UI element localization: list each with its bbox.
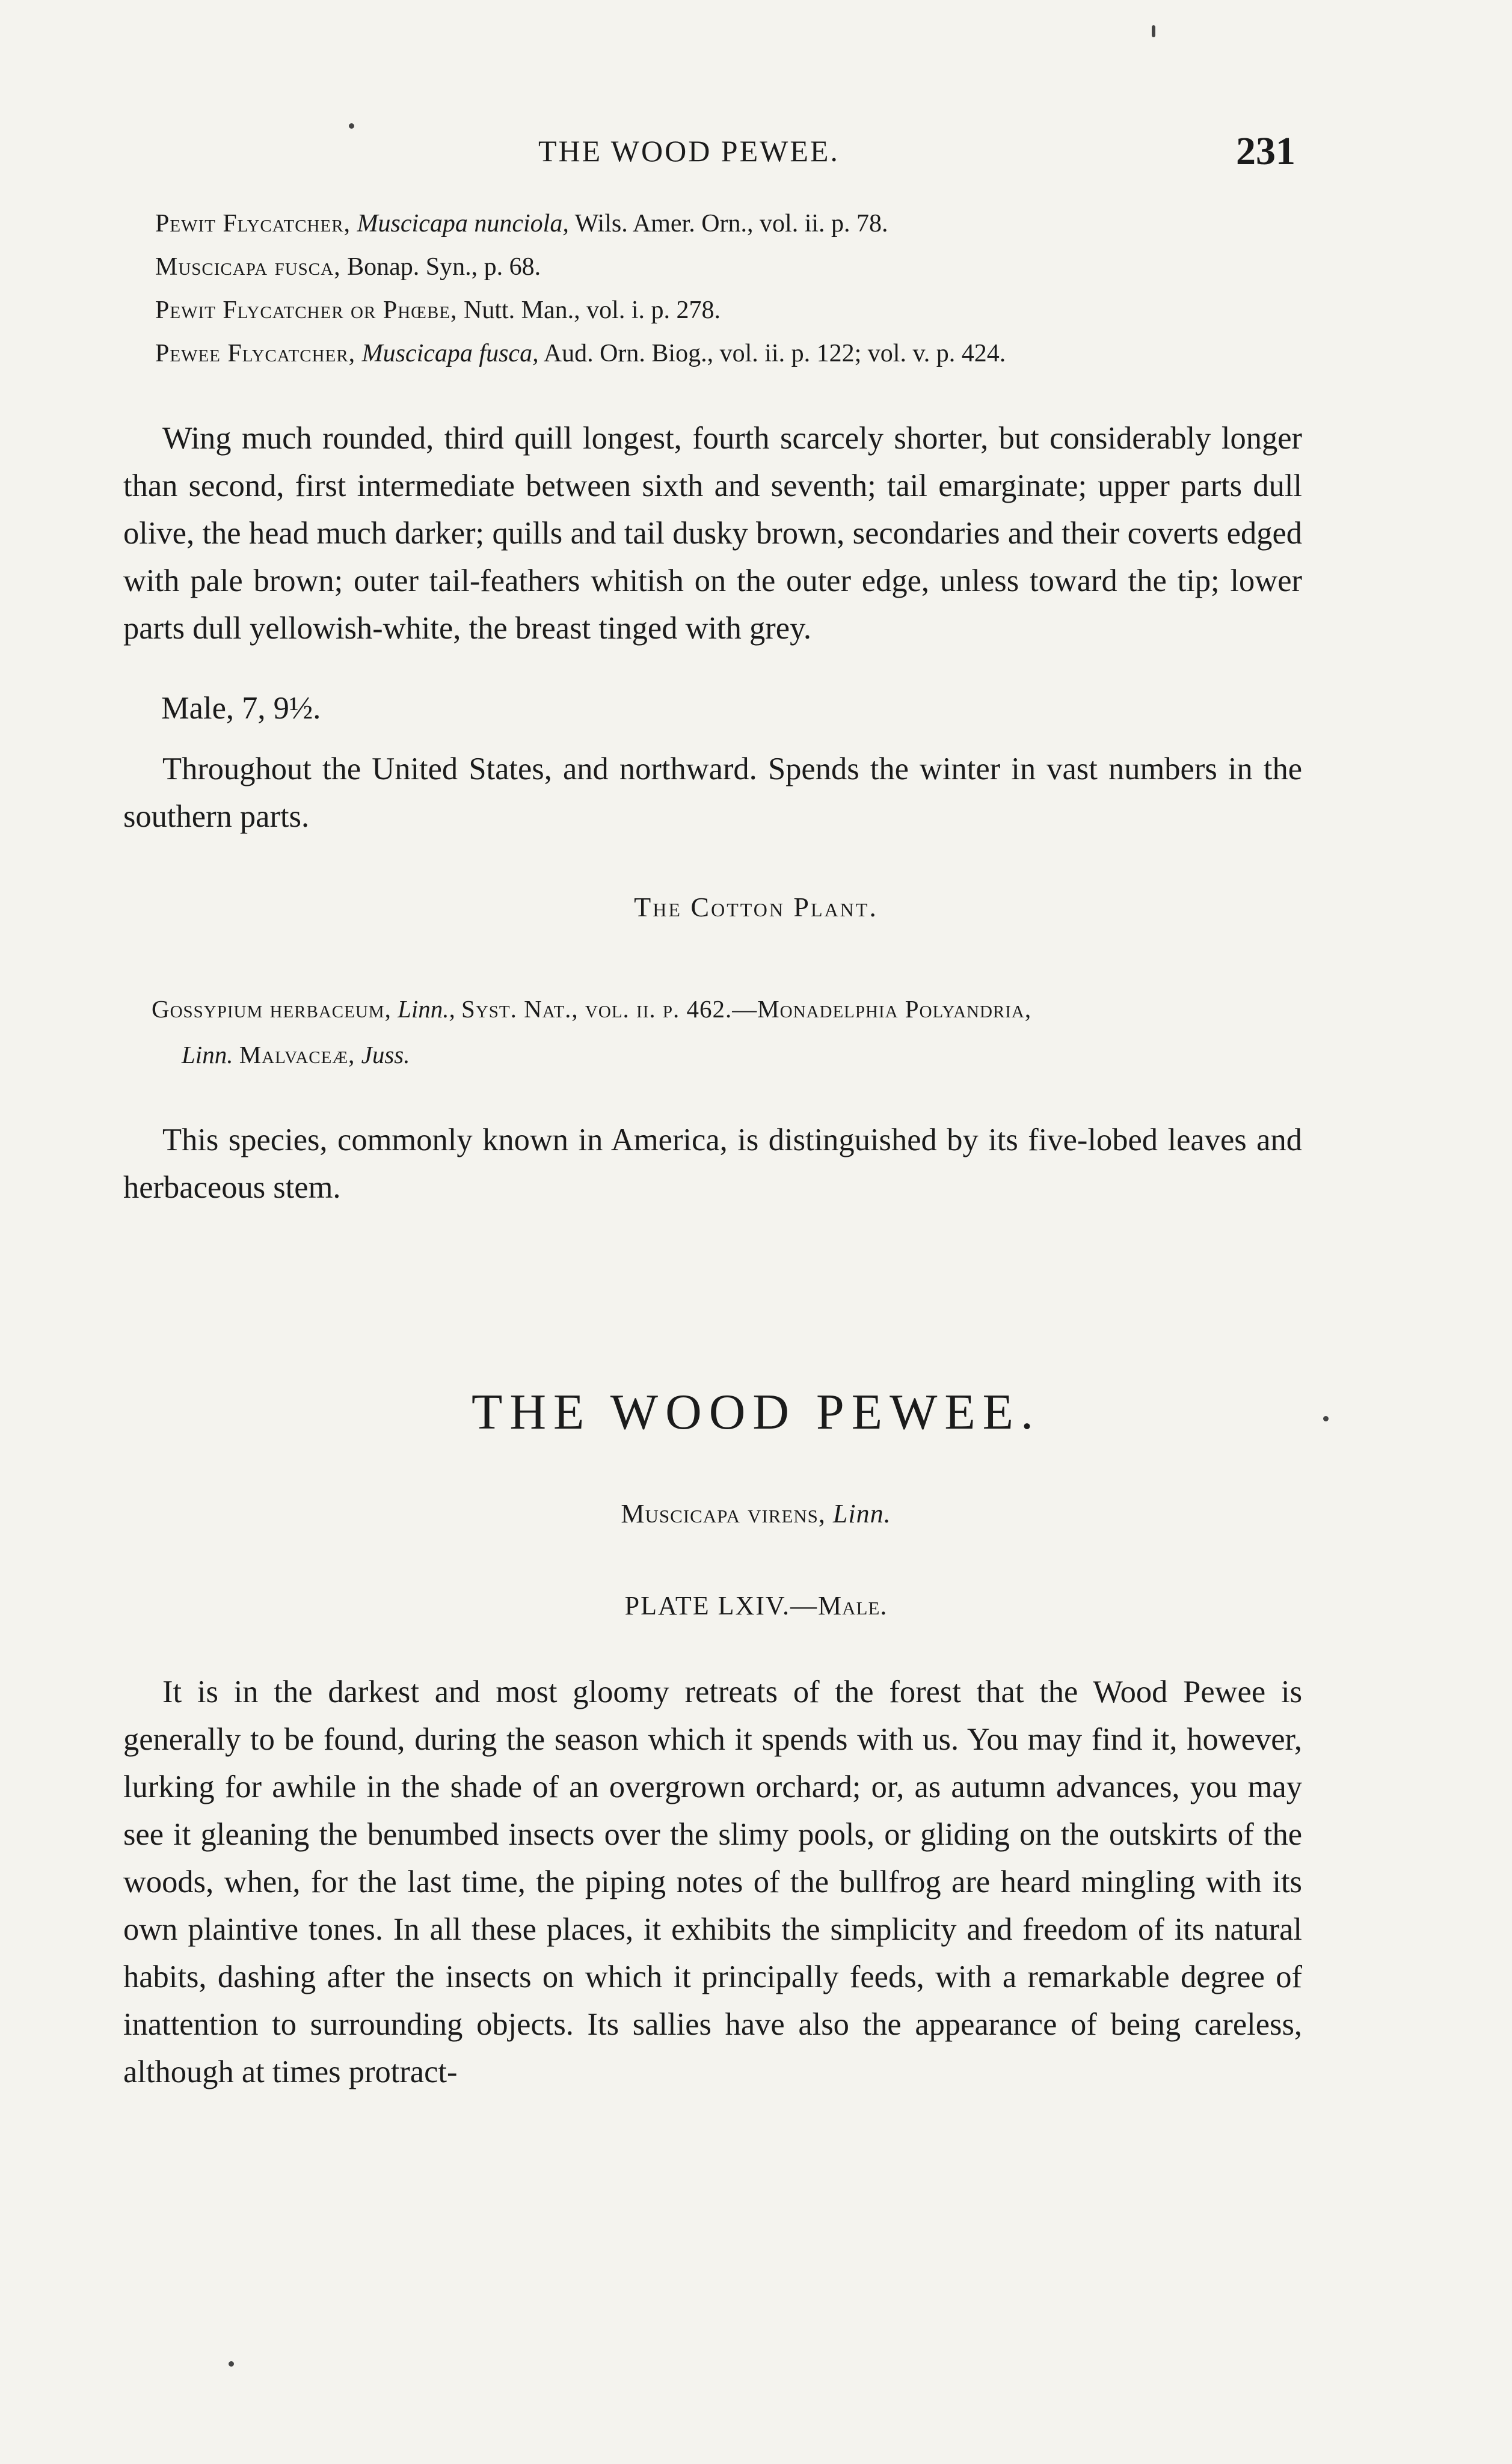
male-measurement: Male, 7, 9½. [161, 691, 321, 726]
synonym-name: Pewee Flycatcher, [155, 340, 356, 367]
speck-mark [1323, 1416, 1329, 1421]
speck-mark [1152, 25, 1155, 37]
cotton-family: Malvaceæ, [239, 1041, 355, 1068]
synonym-list [155, 202, 1358, 375]
speck-mark [229, 2361, 234, 2367]
body-paragraph: It is in the darkest and most gloomy retreats of the forest that the Wood Pewee is generally to be found, during the season which it spends with us. You may find it, however, lurking for awhile in the shade of an overgrown orchard; or, as autumn advances, you may see it gleaning the benumbed insects over the slimy pools, or gliding on the outskirts of the woods, when, for the last time, the piping notes of the bullfrog are heard mingling with its own plaintive tones. In all these places, it exhibits the simplicity and freedom of its natural habits, dashing after the insects on which it principally feeds, with a remarkable degree of inattention to surrounding objects. Its sallies have also the appearance of being careless, although at times protract- [123, 1675, 1302, 2089]
cotton-author: Linn., [398, 995, 455, 1023]
page-number: 231 [1236, 129, 1295, 173]
cotton-plant-reference [152, 986, 1309, 1077]
cotton-latin-name: Gossypium herbaceum, [152, 995, 392, 1023]
synonym-line [155, 245, 1358, 289]
cotton-reference: Syst. Nat., vol. ii. p. 462.—Monadelphia Polyandria, [461, 995, 1032, 1023]
plate-sex: Male. [818, 1591, 888, 1620]
synonym-name: Muscicapa fusca, [155, 253, 341, 281]
synonym-line [155, 202, 1358, 245]
synonym-reference: Nutt. Man., vol. i. p. 278. [464, 296, 721, 324]
running-title: THE WOOD PEWEE. [538, 134, 840, 168]
distribution-paragraph: Throughout the United States, and northward. Spends the winter in vast numbers in the southern parts. [123, 752, 1302, 834]
synonym-line [155, 332, 1358, 375]
running-head [0, 129, 1512, 182]
synonym-reference: Wils. Amer. Orn., vol. ii. p. 78. [574, 210, 888, 238]
cotton-author-2: Linn. [182, 1041, 233, 1068]
synonym-latin: Muscicapa nunciola, [357, 210, 569, 238]
species-description: Wing much rounded, third quill longest, fourth scarcely shorter, but considerably longer than second, first intermediate between sixth and seventh; tail emarginate; upper parts dull olive, the head much darker; quills and tail dusky brown, secondaries and their coverts edged with pale brown; outer tail-feathers whitish on the outer edge, unless toward the tip; lower parts dull yellowish-white, the breast tinged with grey. [123, 421, 1302, 646]
plate-number: PLATE LXIV.— [624, 1591, 819, 1620]
latin-name [0, 1498, 1512, 1529]
synonym-line [155, 289, 1358, 332]
cotton-description: This species, commonly known in America, is distinguished by its five-lobed leaves and herbaceous stem. [123, 1123, 1302, 1205]
latin-species: Muscicapa virens, [621, 1499, 826, 1528]
cotton-plant-heading: The Cotton Plant. [634, 892, 878, 922]
synonym-reference: Bonap. Syn., p. 68. [347, 253, 541, 281]
synonym-name: Pewit Flycatcher or Phœbe, [155, 296, 458, 324]
chapter-title: THE WOOD PEWEE. [472, 1384, 1040, 1440]
speck-mark [349, 123, 354, 129]
synonym-name: Pewit Flycatcher, [155, 210, 351, 238]
plate-caption [0, 1590, 1512, 1621]
synonym-latin: Muscicapa fusca, [361, 340, 539, 367]
synonym-reference: Aud. Orn. Biog., vol. ii. p. 122; vol. v. p. 424. [543, 340, 1006, 367]
latin-author: Linn. [832, 1499, 891, 1528]
cotton-family-author: Juss. [361, 1041, 410, 1068]
